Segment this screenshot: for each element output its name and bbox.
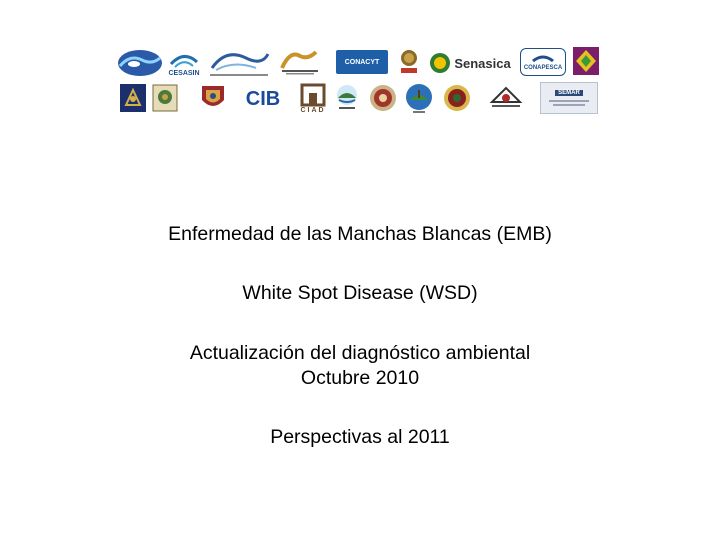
round-crest-logo [442,82,472,114]
conacyt-logo [336,50,388,74]
island-seal-logo [404,82,434,114]
diamond-logo [572,46,600,76]
wave-fish-logo [116,48,164,78]
logo-strip [110,44,606,116]
cib-logo-label: CIB [245,87,281,110]
cesasin-logo-label: CESASIN [168,69,200,77]
shield-crest-logo [198,82,228,114]
cesasin-logo [166,46,202,82]
semar-logo [540,82,598,114]
conacyt-logo-label: CONACYT [344,58,380,66]
ciad-logo [296,80,330,116]
senasica-logo [428,48,512,78]
senasica-logo-label: Senasica [454,55,511,71]
subtitle-line-2: Octubre 2010 [300,367,420,389]
unam-logo [120,84,146,112]
landscape-logo [334,84,360,112]
closing-line: Perspectivas al 2011 [270,426,450,448]
conapesca-logo [520,48,566,76]
conapesca-logo-label: CONAPESCA [523,65,563,71]
ornate-crest-logo [152,84,178,112]
subtitle-line-1: Actualización del diagnóstico ambiental [189,342,531,364]
red-seal-logo [368,82,398,114]
academic-crest-logo [486,84,526,112]
swirl-logo [206,46,272,80]
title-spanish: Enfermedad de las Manchas Blancas (EMB) [168,223,552,245]
semar-logo-label: SEMAR [555,90,583,96]
ciad-logo-label: CIAD [300,106,326,114]
title-english: White Spot Disease (WSD) [242,282,478,304]
gold-seal-logo [278,48,322,76]
eagle-crest-logo [398,48,420,76]
cib-logo [242,86,284,112]
